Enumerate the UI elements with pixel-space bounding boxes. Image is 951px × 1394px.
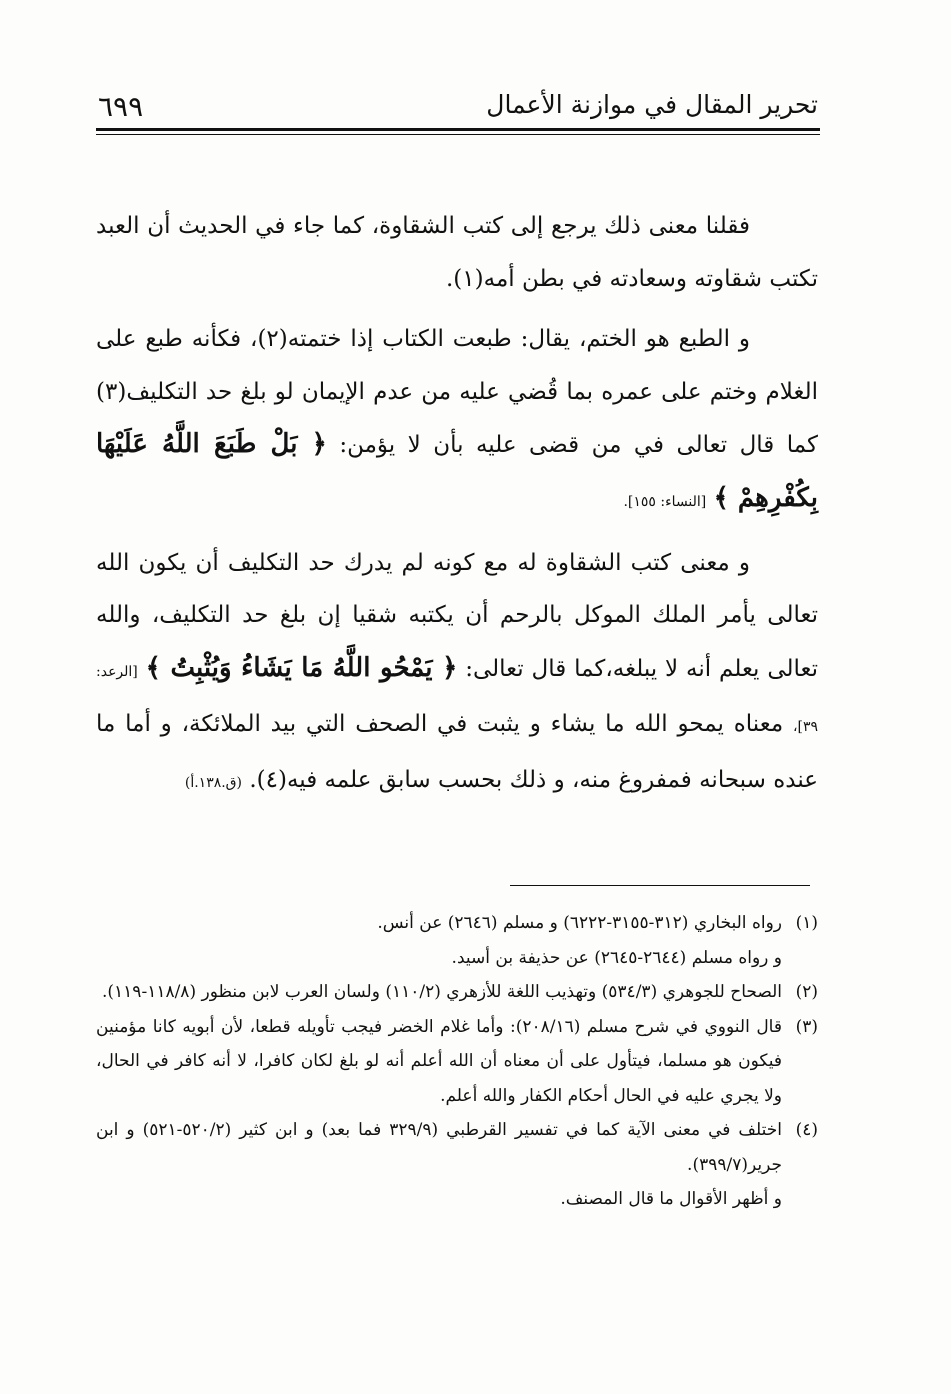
footnote-1 <box>96 906 818 941</box>
footnotes <box>96 906 818 1217</box>
page-header <box>98 90 818 130</box>
paragraph-1-text: فقلنا معنى ذلك يرجع إلى كتب الشقاوة، كما جاء في الحديث أن العبد تكتب شقاوته وسعادته في بطن أمه(١). <box>96 213 818 292</box>
paragraph-3 <box>96 537 818 810</box>
running-title: تحرير المقال في موازنة الأعمال <box>486 90 818 119</box>
footnote-separator <box>510 885 810 886</box>
footnote-1-continuation <box>96 941 818 976</box>
footnote-text: رواه البخاري (٣١٢-٣١٥٥-٦٢٢٢) و مسلم (٢٦٤٦) عن أنس. <box>377 913 782 933</box>
paragraph-2 <box>96 313 818 528</box>
footnote-text: اختلف في معنى الآية كما في تفسير القرطبي (٣٢٩/٩ فما بعد) و ابن كثير (٥٢٠/٢-٥٢١) و ابن جرير(٣٩٩/٧). <box>96 1120 783 1175</box>
paragraph-2-text: و الطبع هو الختم، يقال: طبعت الكتاب إذا ختمته(٢)، فكأنه طبع على الغلام وختم على عمره بما قُضي عليه من عدم الإيمان لو بلغ حد التكليف(٣) كما قال تعالى في من قضى عليه بأن لا يؤمن: <box>96 326 819 459</box>
footnote-4-continuation <box>96 1182 818 1217</box>
footnote-text: و رواه مسلم (٢٦٤٤-٢٦٤٥) عن حذيفة بن أسيد. <box>451 947 782 968</box>
footnote-text: قال النووي في شرح مسلم (٢٠٨/١٦): وأما غلام الخضر فيجب تأويله قطعا، لأن أبويه كانا مؤمنين فيكون هو مسلما، فيتأول على أن معناه أن الله أعلم أنه لو بلغ لكان كافرا، لا أنه كافر في الحال، ولا يجري عليه في الحال أحكام الكفار والله أعلم. <box>96 1016 782 1106</box>
footnote-2 <box>96 975 818 1010</box>
verse-reference: [الرعد: ٣٩]، <box>96 663 819 736</box>
paragraph-3-text-cont: معناه يمحو الله ما يشاء و يثبت في الصحف التي بيد الملائكة، و أما ما عنده سبحانه فمفروغ منه، و ذلك بحسب سابق علمه فيه(٤). <box>96 711 818 793</box>
quran-verse: ﴿ يَمْحُو اللَّهُ مَا يَشَاءُ وَيُثْبِتُ ﴾ <box>145 652 458 683</box>
footnote-3 <box>96 1010 818 1114</box>
footnote-4 <box>96 1113 818 1182</box>
verse-reference: [النساء: ١٥٥]. <box>623 493 707 510</box>
footnote-number: (٢) <box>795 982 818 1002</box>
footnote-text: الصحاح للجوهري (٥٣٤/٣) وتهذيب اللغة للأزهري (١١٠/٢) ولسان العرب لابن منظور (١١٨/٨-١١٩). <box>101 982 782 1002</box>
manuscript-folio: (ق.١٣٨.أ) <box>184 774 243 791</box>
header-rule-thin <box>96 134 820 135</box>
footnote-number: (٣) <box>795 1016 818 1037</box>
page-number: ٦٩٩ <box>98 90 144 123</box>
footnote-number: (٤) <box>795 1120 818 1140</box>
footnote-text: و أظهر الأقوال ما قال المصنف. <box>560 1189 782 1209</box>
main-text <box>96 200 818 818</box>
paragraph-1 <box>96 200 818 305</box>
quran-verse: ﴿ بَلْ طَبَعَ اللَّهُ عَلَيْهَا بِكُفْرِهِمْ ﴾ <box>96 429 818 513</box>
header-rule-thick <box>96 128 820 131</box>
paragraph-3-text: و معنى كتب الشقاوة له مع كونه لم يدرك حد التكليف أن يكون الله تعالى يأمر الملك الموكل بالرحم أن يكتبه شقيا إن بلغ حد التكليف، والله تعالى يعلم أنه لا يبلغه،كما قال تعالى: <box>96 549 818 682</box>
footnote-number: (١) <box>795 913 818 933</box>
